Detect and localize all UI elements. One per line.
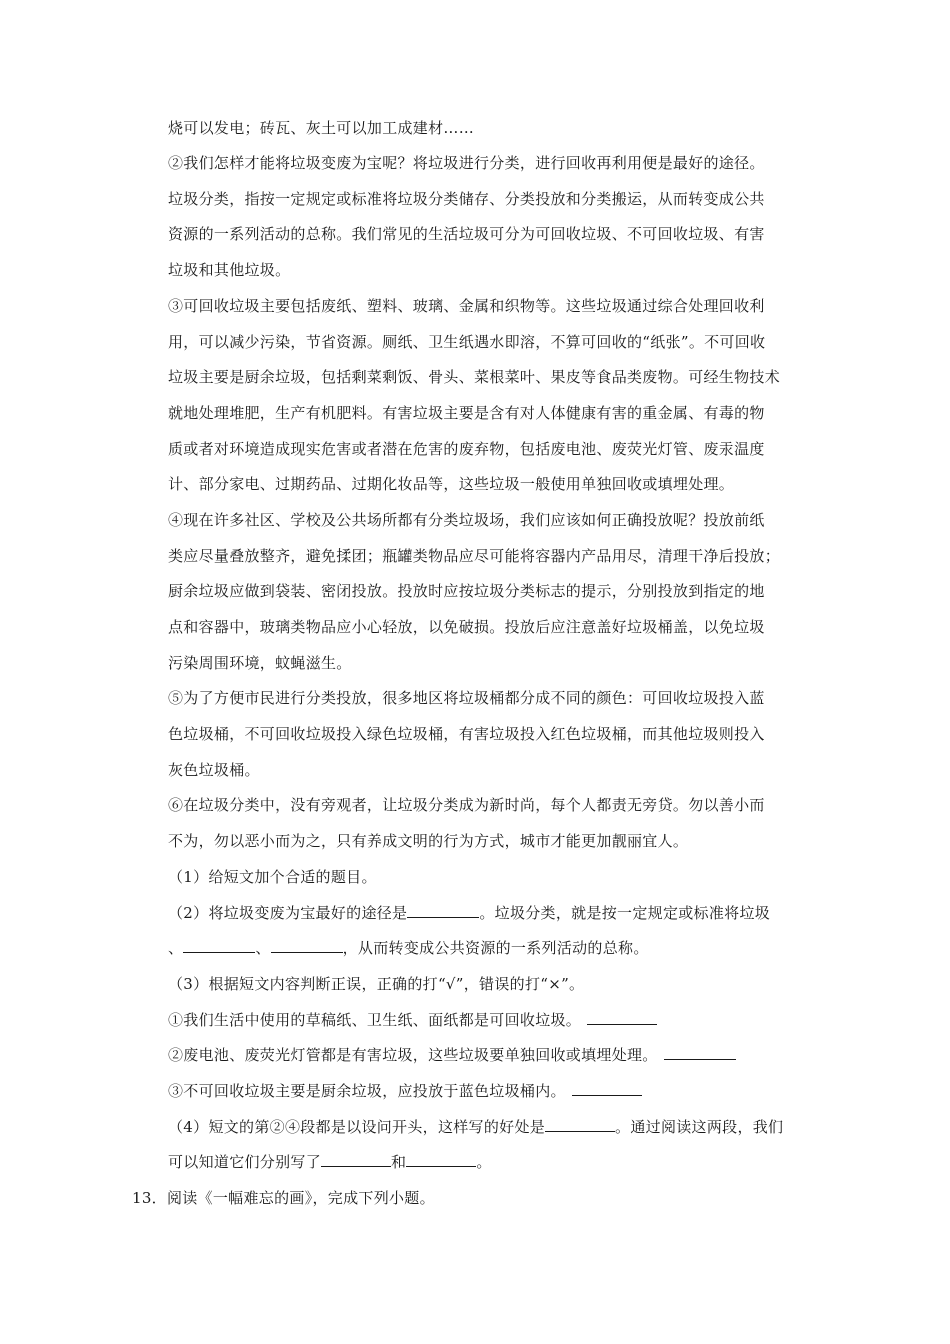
question-1: （1）给短文加个合适的题目。 <box>168 868 377 886</box>
passage-line: 质或者对环境造成现实危害或者潜在危害的废弃物，包括废电池、废荧光灯管、废汞温度 <box>168 440 765 458</box>
answer-blank[interactable] <box>587 1010 657 1025</box>
answer-blank[interactable] <box>407 903 479 918</box>
question-2-text: （2）将垃圾变废为宝最好的途径是 <box>168 904 408 922</box>
question-2-line-2 <box>168 938 828 958</box>
question-13-heading: 13．阅读《一幅难忘的画》，完成下列小题。 <box>132 1189 435 1207</box>
passage-line: 资源的一系列活动的总称。我们常见的生活垃圾可分为可回收垃圾、不可回收垃圾、有害 <box>168 225 765 243</box>
answer-blank[interactable] <box>545 1117 615 1132</box>
question-4-line-2 <box>168 1152 828 1172</box>
question-2-text: 、 <box>168 939 184 957</box>
answer-blank[interactable] <box>572 1081 642 1096</box>
passage-line: 点和容器中，玻璃类物品应小心轻放，以免破损。投放后应注意盖好垃圾桶盖，以免垃圾 <box>168 618 765 636</box>
answer-blank[interactable] <box>321 1152 391 1167</box>
answer-blank[interactable] <box>271 938 343 953</box>
question-3-item-text: ③不可回收垃圾主要是厨余垃圾，应投放于蓝色垃圾桶内。 <box>168 1082 566 1100</box>
question-3-item-text: ②废电池、废荧光灯管都是有害垃圾，这些垃圾要单独回收或填埋处理。 <box>168 1046 658 1064</box>
passage-line: 垃圾分类，指按一定规定或标准将垃圾分类储存、分类投放和分类搬运，从而转变成公共 <box>168 190 765 208</box>
question-3-item-text: ①我们生活中使用的草稿纸、卫生纸、面纸都是可回收垃圾。 <box>168 1011 582 1029</box>
passage-line: ⑥在垃圾分类中，没有旁观者，让垃圾分类成为新时尚，每个人都责无旁贷。勿以善小而 <box>168 796 765 814</box>
question-3-item <box>168 1010 828 1030</box>
question-4-text: 可以知道它们分别写了 <box>168 1153 322 1171</box>
passage-line: 类应尽量叠放整齐，避免揉团；瓶罐类物品应尽可能将容器内产品用尽，清理干净后投放； <box>168 547 781 565</box>
question-4-text: 和 <box>391 1153 407 1171</box>
question-2-text: 。垃圾分类，就是按一定规定或标准将垃圾 <box>479 904 771 922</box>
question-4 <box>168 1117 828 1137</box>
passage-line: 计、部分家电、过期药品、过期化妆品等，这些垃圾一般使用单独回收或填埋处理。 <box>168 475 735 493</box>
passage-line: 烧可以发电；砖瓦、灰土可以加工成建材…… <box>168 119 475 137</box>
passage-line: ④现在许多社区、学校及公共场所都有分类垃圾场，我们应该如何正确投放呢？投放前纸 <box>168 511 765 529</box>
passage-line: 灰色垃圾桶。 <box>168 761 260 779</box>
passage-line: 厨余垃圾应做到袋装、密闭投放。投放时应按垃圾分类标志的提示，分别投放到指定的地 <box>168 582 765 600</box>
question-2-text: ，从而转变成公共资源的一系列活动的总称。 <box>342 939 649 957</box>
passage-line: ②我们怎样才能将垃圾变废为宝呢？将垃圾进行分类，进行回收再利用便是最好的途径。 <box>168 154 765 172</box>
answer-blank[interactable] <box>664 1045 736 1060</box>
question-4-text: （4）短文的第②④段都是以设问开头，这样写的好处是 <box>168 1118 546 1136</box>
question-2 <box>168 903 828 923</box>
passage-line: 垃圾主要是厨余垃圾，包括剩菜剩饭、骨头、菜根菜叶、果皮等食品类废物。可经生物技术 <box>168 368 781 386</box>
answer-blank[interactable] <box>183 938 255 953</box>
question-2-text: 、 <box>255 939 271 957</box>
passage-line: 污染周围环境，蚊蝇滋生。 <box>168 654 352 672</box>
question-3: （3）根据短文内容判断正误，正确的打“√”，错误的打“×”。 <box>168 975 585 993</box>
passage-line: 垃圾和其他垃圾。 <box>168 261 291 279</box>
question-4-text: 。通过阅读这两段，我们 <box>615 1118 784 1136</box>
passage-line: ⑤为了方便市民进行分类投放，很多地区将垃圾桶都分成不同的颜色：可回收垃圾投入蓝 <box>168 689 765 707</box>
question-3-item <box>168 1045 828 1065</box>
passage-line: ③可回收垃圾主要包括废纸、塑料、玻璃、金属和织物等。这些垃圾通过综合处理回收利 <box>168 297 765 315</box>
answer-blank[interactable] <box>406 1152 476 1167</box>
question-4-text: 。 <box>476 1153 492 1171</box>
passage-line: 就地处理堆肥，生产有机肥料。有害垃圾主要是含有对人体健康有害的重金属、有毒的物 <box>168 404 765 422</box>
passage-line: 用，可以减少污染，节省资源。厕纸、卫生纸遇水即溶，不算可回收的“纸张”。不可回收 <box>168 333 766 351</box>
passage-line: 不为，勿以恶小而为之，只有养成文明的行为方式，城市才能更加靓丽宜人。 <box>168 832 689 850</box>
passage-line: 色垃圾桶，不可回收垃圾投入绿色垃圾桶，有害垃圾投入红色垃圾桶，而其他垃圾则投入 <box>168 725 765 743</box>
question-3-item <box>168 1081 828 1101</box>
